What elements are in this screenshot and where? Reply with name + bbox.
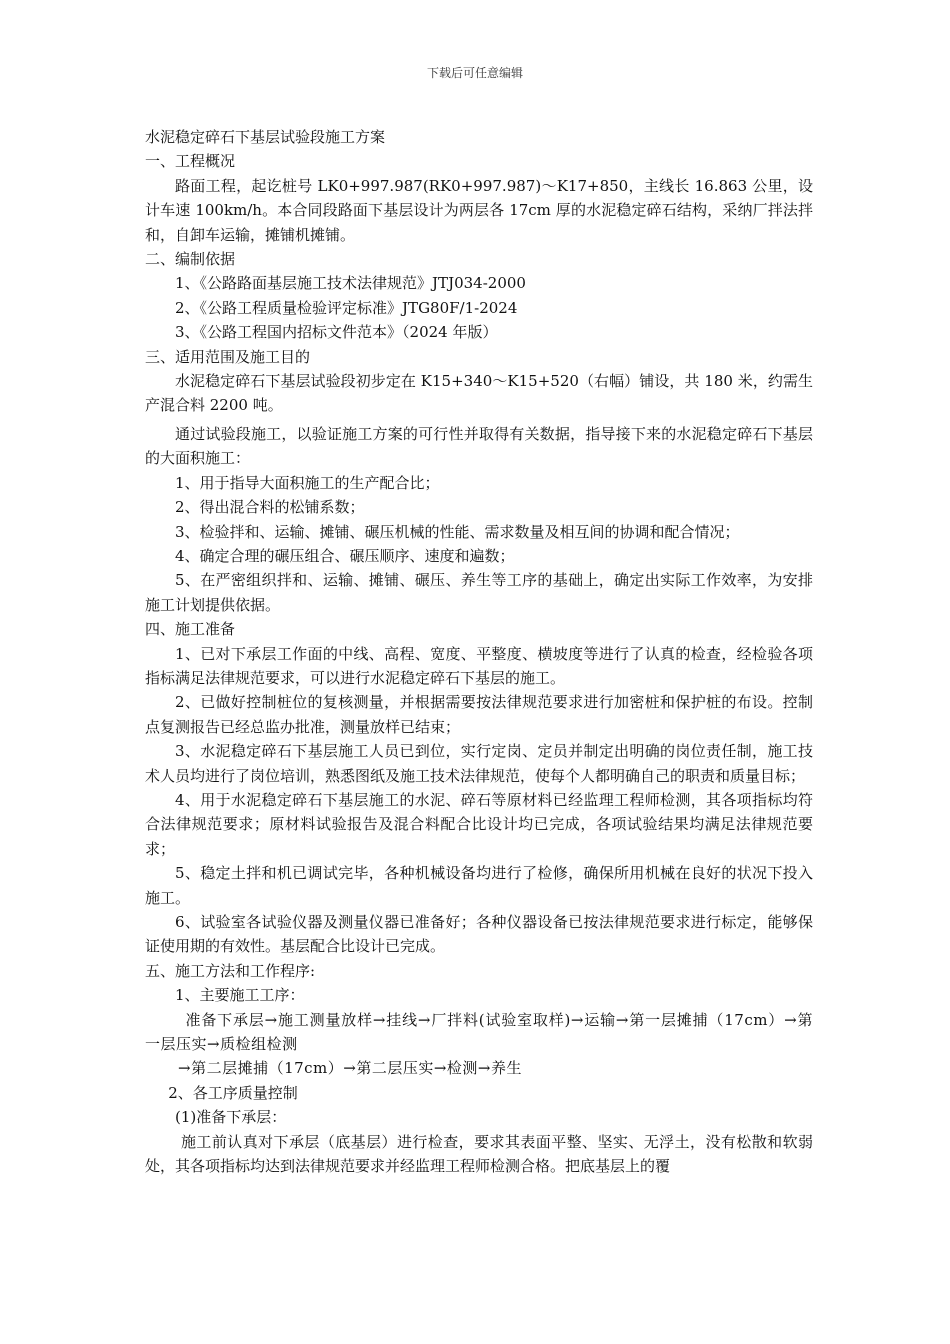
section-5-sub-1: 1、主要施工工序： — [175, 986, 305, 1005]
section-3-item: 2、得出混合料的松铺系数； — [175, 498, 365, 517]
section-2-item: 1、《公路路面基层施工技术法律规范》JTJ034-2000 — [175, 274, 526, 293]
section-5-heading: 五、施工方法和工作程序: — [145, 961, 316, 980]
section-1-heading: 一、工程概况 — [145, 152, 236, 171]
section-3-item: 1、用于指导大面积施工的生产配合比； — [175, 473, 440, 492]
section-3-item: 4、确定合理的碾压组合、碾压顺序、速度和遍数； — [175, 546, 515, 565]
section-5-sub-2-1-text: 施工前认真对下承层（底基层）进行检查，要求其表面平整、坚实、无浮土，没有松散和软弱处，其各项指标均达到法律规范要求并经监理工程师检测合格。把底基层上的覆 — [145, 1132, 813, 1176]
section-2-item: 3、《公路工程国内招标文件范本》（2024 年版） — [175, 323, 498, 342]
section-1-paragraph: 路面工程，起讫桩号 LK0+997.987(RK0+997.987)～K17+850，主线长 16.863 公里，设计车速 100km/h。本合同段路面下基层设计为两层各 17cm 厚的水泥稳定碎石结构，采纳厂拌法拌和，自卸车运输，摊铺机摊铺。 — [145, 176, 813, 244]
process-flow-line-2: →第二层摊捕（17cm）→第二层压实→检测→养生 — [178, 1059, 522, 1078]
section-3-item: 3、检验拌和、运输、摊铺、碾压机械的性能、需求数量及相互间的协调和配合情况； — [175, 522, 740, 541]
section-3-item: 5、在严密组织拌和、运输、摊铺、碾压、养生等工序的基础上，确定出实际工作效率，为安排施工计划提供依据。 — [145, 571, 813, 614]
section-4-item: 4、用于水泥稳定碎石下基层施工的水泥、碎石等原材料已经监理工程师检测，其各项指标均符合法律规范要求；原材料试验报告及混合料配合比设计均已完成，各项试验结果均满足法律规范要求； — [145, 790, 813, 858]
section-4-item: 5、稳定土拌和机已调试完毕，各种机械设备均进行了检修，确保所用机械在良好的状况下投入施工。 — [145, 864, 813, 907]
section-2-heading: 二、编制依据 — [145, 250, 236, 269]
section-5-sub-2-1: (1)准备下承层： — [175, 1108, 287, 1127]
section-2-item: 2、《公路工程质量检验评定标准》JTG80F/1-2024 — [175, 298, 518, 317]
section-4-item: 6、试验室各试验仪器及测量仪器已准备好；各种仪器设备已按法律规范要求进行标定，能够保证使用期的有效性。基层配合比设计已完成。 — [145, 913, 813, 956]
section-3-paragraph-2: 通过试验段施工，以验证施工方案的可行性并取得有关数据，指导接下来的水泥稳定碎石下基层的大面积施工： — [145, 424, 813, 468]
header-note: 下载后可任意编辑 — [426, 66, 523, 80]
document-title: 水泥稳定碎石下基层试验段施工方案 — [145, 128, 386, 146]
section-4-heading: 四、施工准备 — [145, 620, 236, 639]
section-5-sub-2: 2、各工序质量控制 — [168, 1083, 298, 1102]
section-4-item: 3、水泥稳定碎石下基层施工人员已到位，实行定岗、定员并制定出明确的岗位责任制，施工技术人员均进行了岗位培训，熟悉图纸及施工技术法律规范，使每个人都明确自己的职责和质量目标； — [145, 742, 813, 785]
section-4-item: 2、已做好控制桩位的复核测量，并根据需要按法律规范要求进行加密桩和保护桩的布设。控制点复测报告已经总监办批准，测量放样已结束； — [145, 693, 813, 736]
section-3-paragraph-1: 水泥稳定碎石下基层试验段初步定在 K15+340～K15+520（右幅）铺设，共 180 米，约需生产混合料 2200 吨。 — [145, 372, 813, 415]
section-3-heading: 三、适用范围及施工目的 — [145, 347, 311, 366]
process-flow-line-1: 准备下承层→施工测量放样→挂线→厂拌料(试验室取样)→运输→第一层摊捕（17cm）→第一层压实→质检组检测 — [145, 1010, 813, 1054]
section-4-item: 1、已对下承层工作面的中线、高程、宽度、平整度、横坡度等进行了认真的检查，经检验各项指标满足法律规范要求，可以进行水泥稳定碎石下基层的施工。 — [145, 644, 813, 687]
document-body — [145, 125, 813, 1178]
